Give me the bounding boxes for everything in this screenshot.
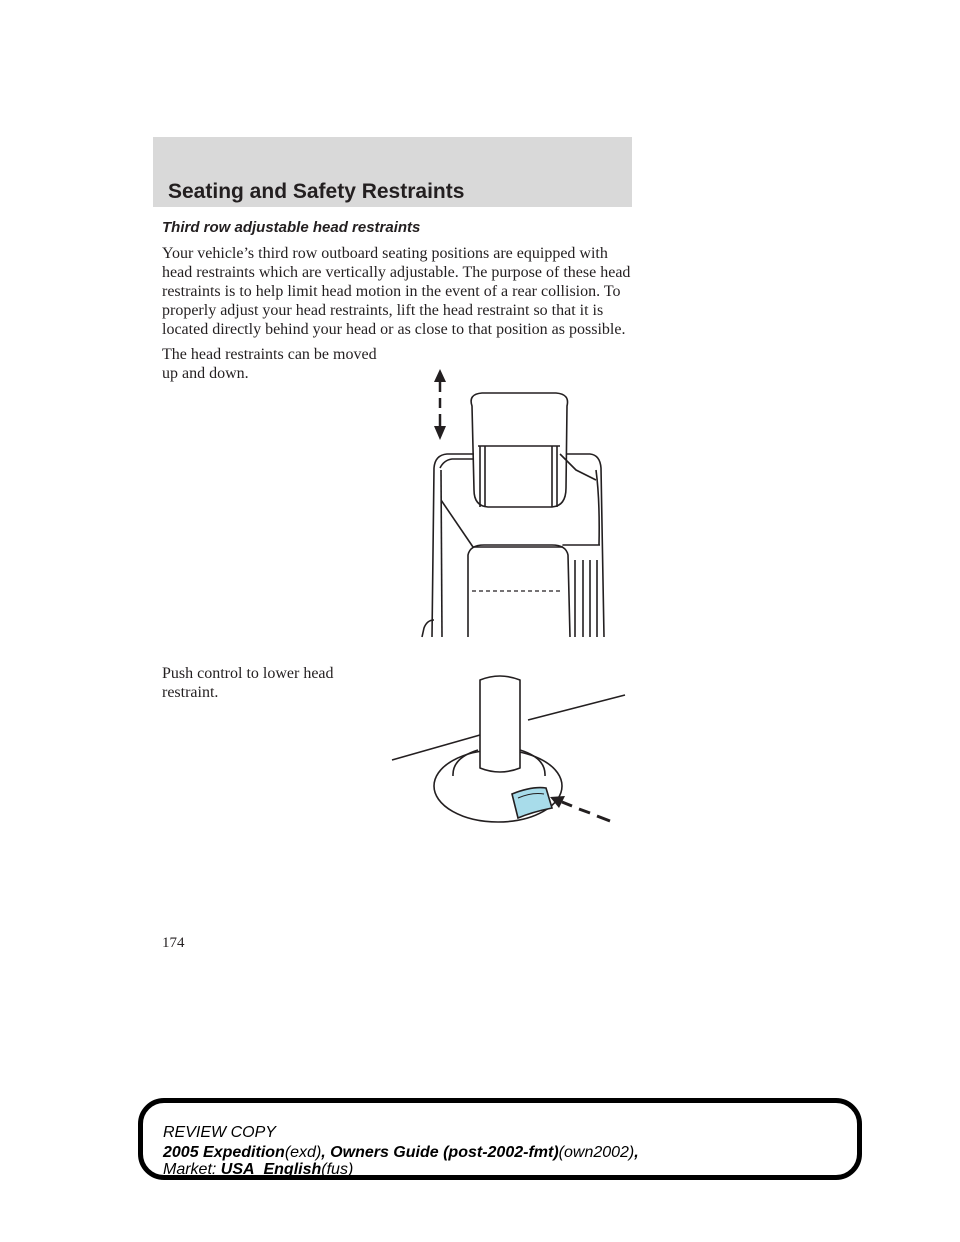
footer-market: USA_English — [220, 1161, 322, 1178]
push-arrow-icon — [550, 796, 610, 821]
intro-paragraph: Your vehicle’s third row outboard seating positions are equipped with head restraints which are vertically adjustable. The purpose of these head restraints is to help limit head motion in the event of a rear collision. To properly adjust your head restraints, lift the head restraint so that it is located directly behind your head or as close to that position as possible. — [162, 245, 631, 338]
footer-guide-code: (own2002) — [558, 1144, 635, 1161]
section-heading: Third row adjustable head restraints — [162, 219, 421, 236]
footer-separator-1: , — [321, 1144, 331, 1161]
footer-market-code: (fus) — [321, 1161, 354, 1178]
footer-market-line — [163, 1161, 353, 1179]
control-button-icon — [512, 788, 552, 818]
page-title: Seating and Safety Restraints — [168, 180, 465, 203]
footer-market-label: Market: — [163, 1161, 221, 1178]
footer-document-line — [163, 1144, 639, 1162]
restraint-control-illustration — [388, 665, 628, 823]
footer-guide: Owners Guide (post-2002-fmt) — [330, 1144, 559, 1161]
lower-paragraph: Push control to lower head restraint. — [162, 665, 334, 701]
footer-separator-2: , — [634, 1144, 639, 1161]
footer-review-label: REVIEW COPY — [163, 1124, 276, 1141]
up-down-arrow-icon — [434, 369, 446, 440]
seat-head-restraint-illustration — [418, 364, 614, 640]
page-number: 174 — [162, 935, 185, 951]
head-restraint-shape — [471, 393, 567, 507]
footer-vehicle: 2005 Expedition — [163, 1144, 285, 1161]
adjust-paragraph: The head restraints can be moved up and down. — [162, 346, 377, 382]
footer-vehicle-code: (exd) — [284, 1144, 322, 1161]
seatback-shape — [422, 454, 604, 637]
